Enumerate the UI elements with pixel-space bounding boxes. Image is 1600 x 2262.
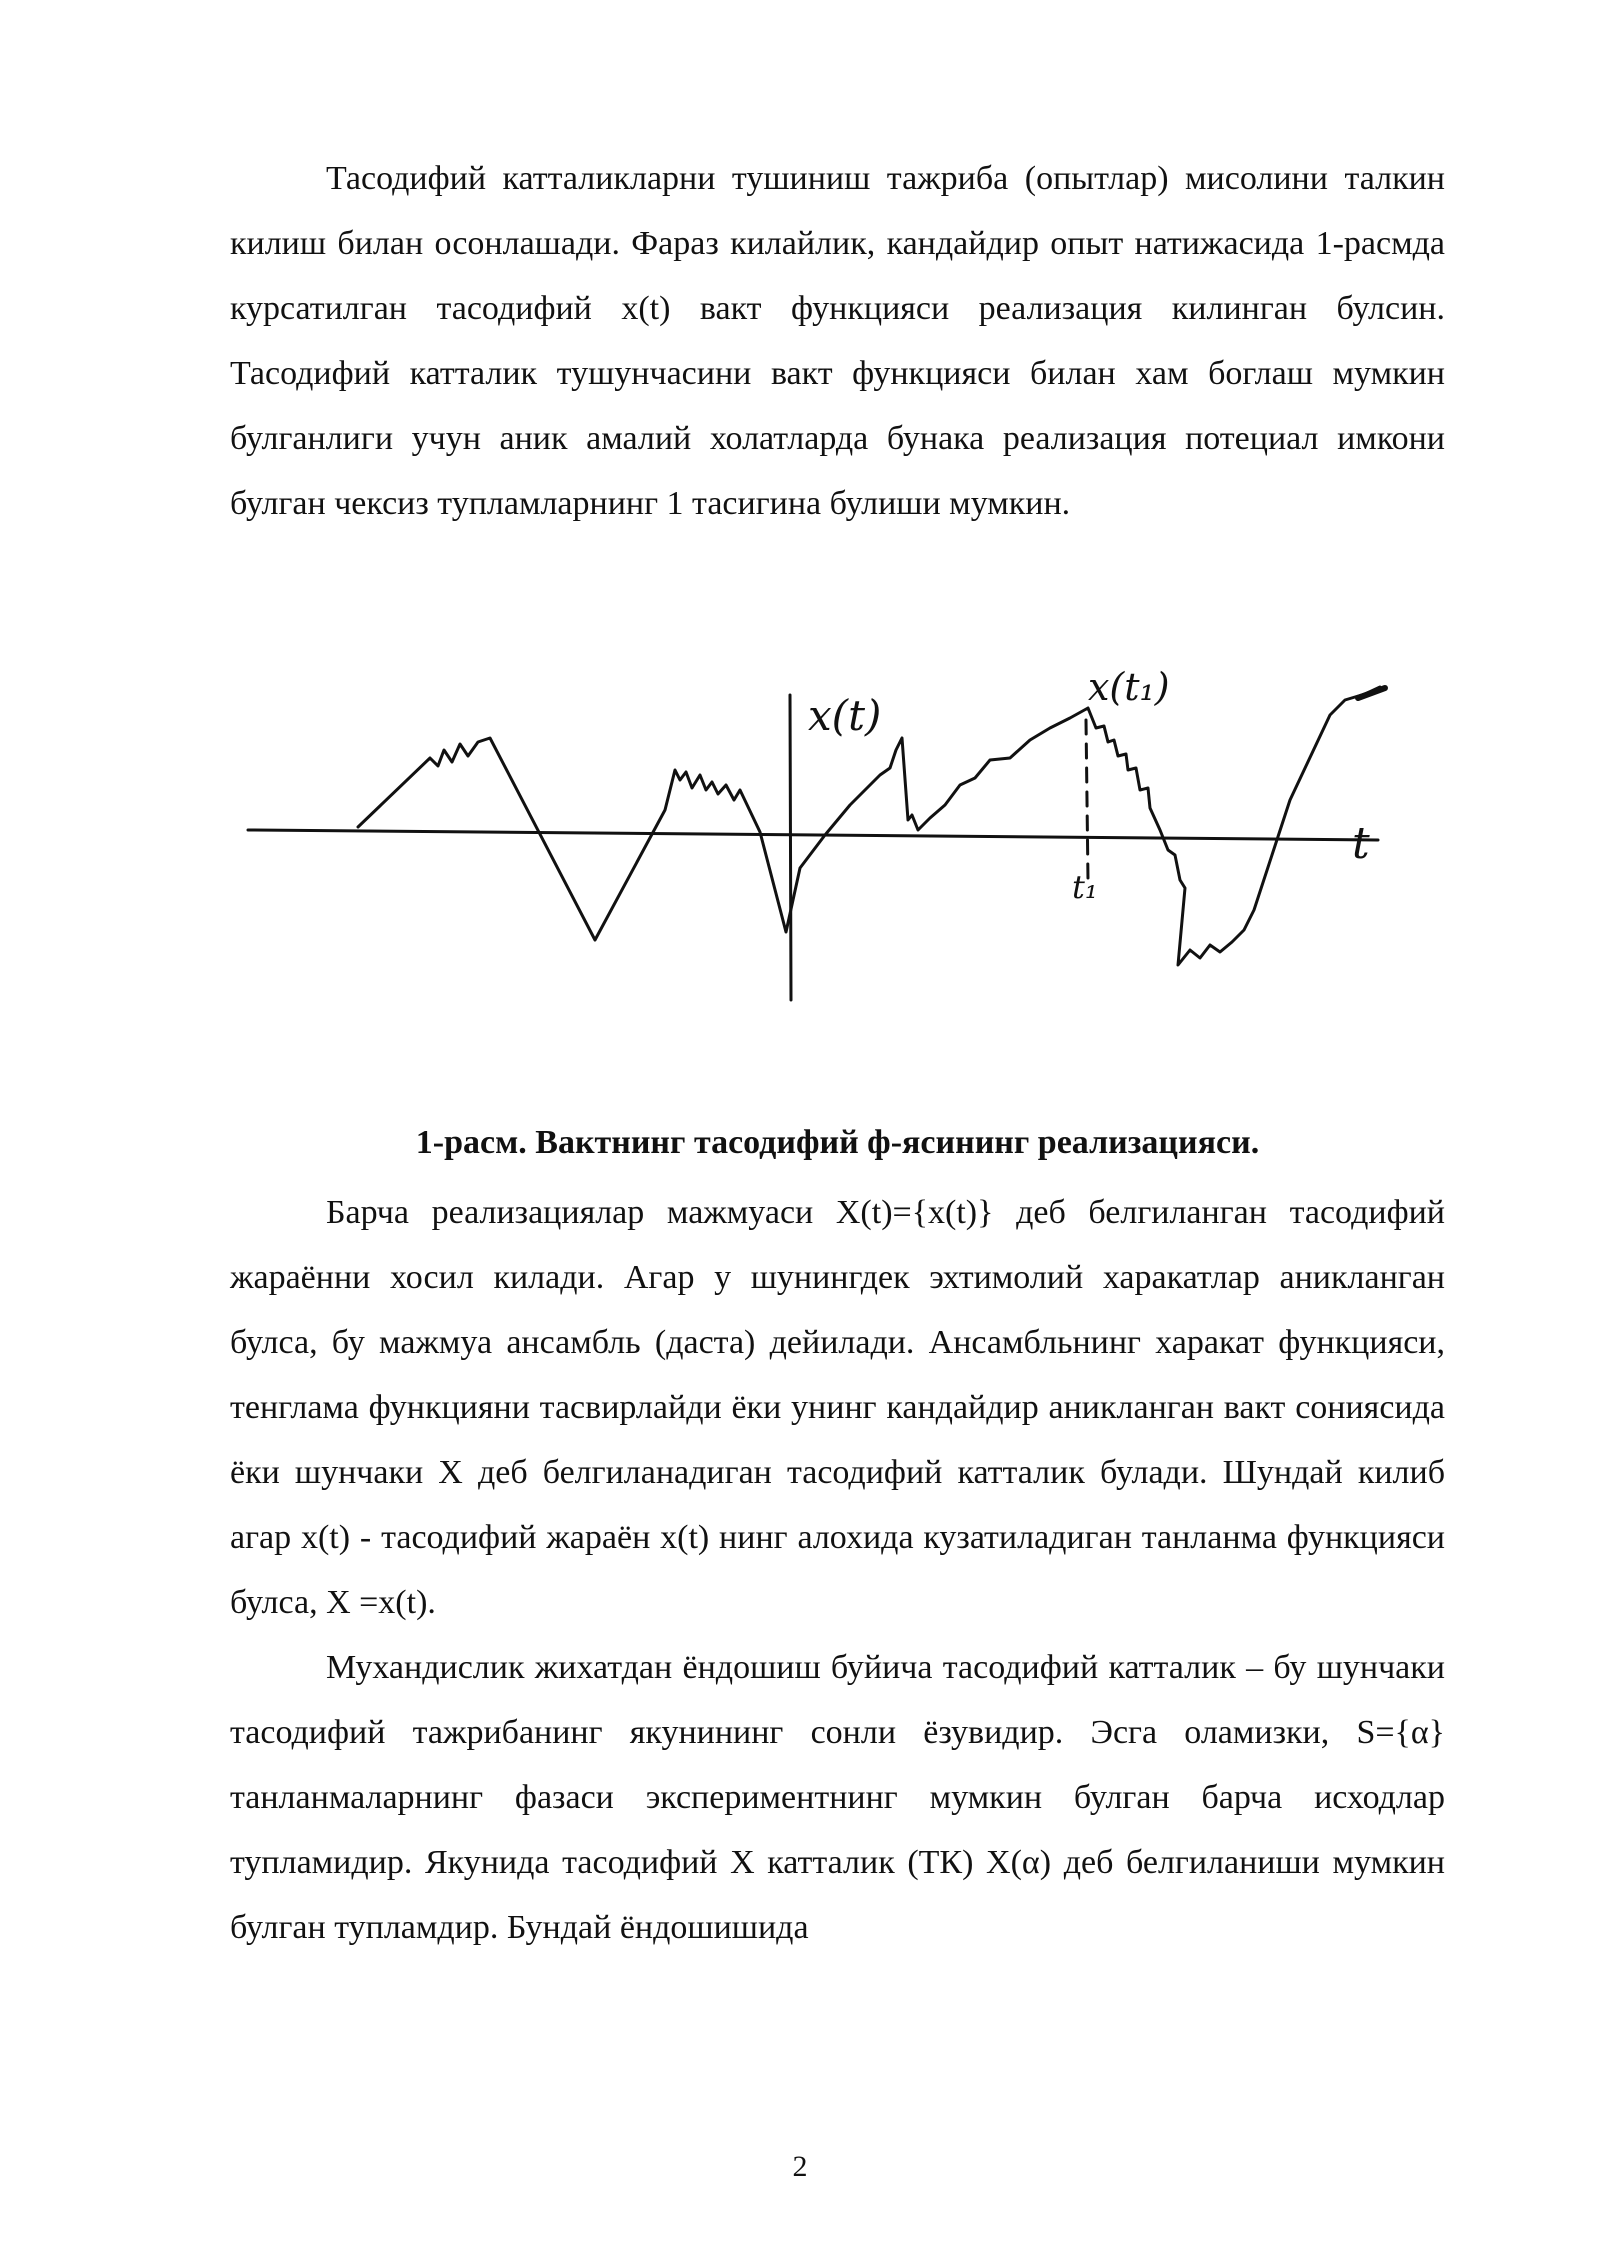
paragraph: Тасодифий катталикларни тушиниш тажриба (опытлар) мисолини талкин килиш билан осонлашади. Фараз килайлик, кандайдир опыт натижасида 1-расмда курсатилган тасодифий x(t) вакт функцияси реализация килинган булсин. Тасодифий катталик тушунчасини вакт функцияси билан хам боглаш мумкин булганлиги учун аник амалий холатларда бунака реализация потециал имкони булган чексиз тупламларнинг 1 тасигина булиши мумкин. bbox=[230, 160, 1445, 522]
page-number: 2 bbox=[792, 2150, 808, 2183]
figure-drawing bbox=[0, 640, 1600, 1060]
text-block-top bbox=[230, 146, 1445, 536]
t-axis-line bbox=[248, 830, 1378, 840]
t1-tick-label: t₁ bbox=[1072, 868, 1098, 906]
text-block-bottom bbox=[230, 1180, 1445, 1960]
t-axis-label: t bbox=[1352, 818, 1370, 869]
t1-dashed-line bbox=[1086, 720, 1088, 880]
paragraph: Мухандислик жихатдан ёндошиш буйича тасодифий катталик – бу шунчаки тасодифий тажрибанинг якунининг сонли ёзувидир. Эсга оламизки, S={α} танланмаларнинг фазаси экспериментнинг мумкин булган барча исходлар тупламидир. Якунида тасодифий X катталик (ТК) X(α) деб белгиланиши мумкин булган тупламдир. Бундай ёндошишида bbox=[230, 1649, 1445, 1946]
point-label: x(t₁) bbox=[1088, 665, 1170, 709]
figure-caption: 1-расм. Вактнинг тасодифий ф-ясининг реализацияси. bbox=[415, 1124, 1260, 1161]
paragraph: Барча реализациялар мажмуаси X(t)={x(t)} деб белгиланган тасодифий жараённи хосил килади. Агар у шунингдек эхтимолий харакатлар аникланган булса, бу мажмуа ансамбль (даста) дейилади. Ансамбльнинг харакат функцияси, тенглама функцияни тасвирлайди ёки унинг кандайдир аникланган вакт сониясида ёки шунчаки X деб белгиланадиган тасодифий катталик булади. Шундай килиб агар x(t) - тасодифий жараён x(t) нинг алохида кузатиладиган танланма функцияси булса, X =x(t). bbox=[230, 1194, 1445, 1621]
x-axis-line bbox=[790, 695, 791, 1000]
figure-random-process bbox=[0, 640, 1600, 1060]
y-axis-label: x(t) bbox=[808, 691, 882, 740]
